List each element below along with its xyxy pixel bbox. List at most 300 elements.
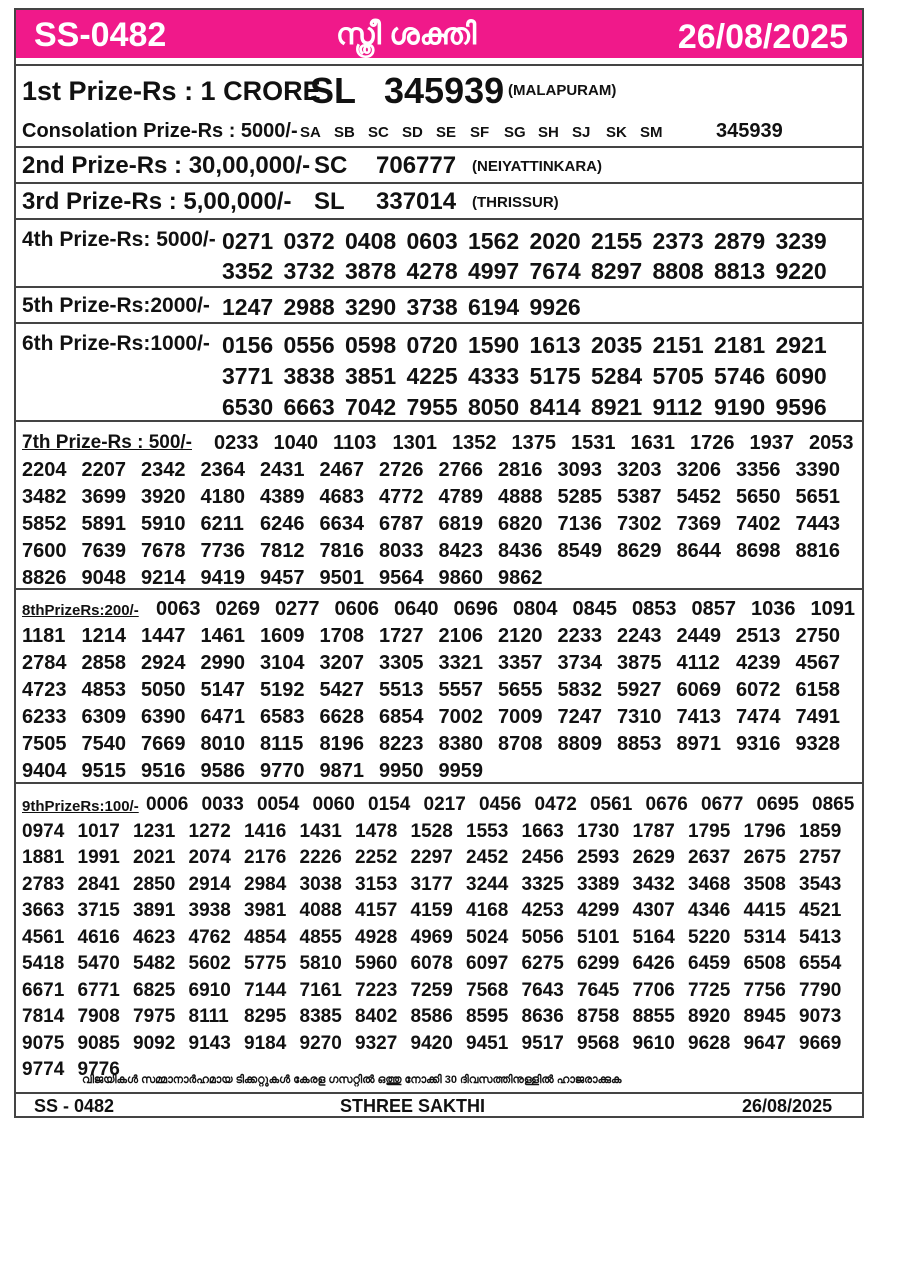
- prize-number: 6211: [200, 513, 244, 535]
- second-prize-label: 2nd Prize-Rs : 30,00,000/-: [22, 152, 311, 179]
- prize-number: 3663: [22, 900, 65, 921]
- prize-number: 1017: [77, 820, 120, 842]
- prize-number: 1531: [571, 432, 616, 454]
- prize-number: 2181: [714, 332, 766, 358]
- prize-number: 9610: [632, 1032, 675, 1054]
- prize-number: 7706: [632, 979, 675, 1001]
- prize-number: 6390: [141, 706, 186, 728]
- prize-number: 7975: [133, 1006, 176, 1027]
- prize-number: 6819: [438, 513, 483, 535]
- prize-number: 3715: [77, 900, 120, 921]
- prize-number: 1787: [632, 820, 675, 842]
- footer-code: SS - 0482: [34, 1096, 115, 1116]
- prize-number: 9517: [521, 1032, 564, 1054]
- prize-number: 3305: [379, 652, 424, 674]
- prize-number: 5147: [200, 679, 245, 701]
- prize-number: 3734: [557, 652, 602, 674]
- third-prize-series: SL: [314, 188, 345, 215]
- prize-number: 5650: [736, 486, 781, 508]
- prize-number: 6663: [283, 394, 335, 420]
- prize-number: 5651: [795, 486, 840, 508]
- prize-number: 7568: [466, 979, 509, 1001]
- prize-number: 3468: [688, 873, 731, 895]
- prize-number: 2226: [299, 847, 342, 868]
- prize-number: 6910: [188, 979, 231, 1001]
- prize-number: 4225: [406, 363, 458, 389]
- prize-number: 1375: [511, 432, 556, 454]
- prize-number: 4157: [355, 900, 398, 921]
- prize-number: 8708: [498, 733, 543, 755]
- claim-notice: വിജയികൾ സമ്മാനാർഹമായ ടിക്കറ്റുകൾ കേരള ഗസറ്റിൽ ഒത്തു നോക്കി 30 ദിവസത്തിനുള്ളിൽ ഹാജരാക്കുക: [82, 1074, 622, 1086]
- prize-number: 5285: [557, 486, 602, 508]
- prize-number: 2593: [577, 847, 620, 868]
- prize-number: 2342: [141, 459, 186, 481]
- prize-number: 3153: [355, 873, 398, 895]
- prize-number: 4561: [22, 926, 65, 948]
- header-bar: [16, 10, 862, 58]
- prize-number: 8586: [410, 1006, 453, 1027]
- prize-number: 8945: [743, 1006, 786, 1027]
- prize-number: 2373: [652, 228, 704, 254]
- consolation-series-code: SC: [368, 124, 389, 141]
- prize-number: 5852: [22, 513, 67, 535]
- prize-number: 6233: [22, 706, 67, 728]
- prize-number: 0456: [479, 794, 522, 815]
- prize-number: 3543: [799, 873, 842, 895]
- prize-number: 8436: [498, 540, 543, 562]
- prize-number: 0277: [275, 598, 320, 620]
- prize-number: 8297: [591, 258, 643, 284]
- prize-number: 2766: [438, 459, 483, 481]
- prize-number: 5314: [743, 926, 786, 948]
- prize-number: 1103: [333, 432, 377, 454]
- prize-number: 6194: [468, 294, 520, 320]
- prize-number: 3325: [521, 873, 564, 895]
- prize-number: 7639: [81, 540, 126, 562]
- prize-number: 3352: [222, 258, 274, 284]
- prize-number: 7259: [410, 979, 453, 1001]
- prize-number: 8402: [355, 1006, 398, 1027]
- prize-number: 0720: [406, 332, 458, 358]
- prize-number: 1528: [410, 820, 453, 842]
- prize-number: 0054: [257, 794, 300, 815]
- prize-number: 3244: [466, 873, 509, 895]
- prize-number: 9184: [244, 1032, 287, 1054]
- prize-number: 7814: [22, 1006, 65, 1027]
- prize-number: 4854: [244, 926, 287, 948]
- prize-number: 1796: [743, 820, 786, 842]
- prize-number: 6309: [81, 706, 126, 728]
- prize-number: 1214: [81, 625, 126, 647]
- prize-number: 2297: [410, 847, 453, 868]
- prize-number: 5192: [260, 679, 305, 701]
- prize-number: 0269: [215, 598, 260, 620]
- prize-number: 9092: [133, 1032, 176, 1054]
- prize-number: 1590: [468, 332, 520, 358]
- prize-number: 7908: [77, 1006, 120, 1027]
- prize-number: 7136: [557, 513, 602, 535]
- prize-number: 2120: [498, 625, 543, 647]
- prize-number: 2151: [652, 332, 704, 358]
- prize-number: 6471: [200, 706, 245, 728]
- prize-number: 6554: [799, 953, 842, 974]
- prize-number: 5387: [617, 486, 662, 508]
- first-prize-section: [16, 64, 862, 146]
- prize-number: 7736: [200, 540, 245, 562]
- prize-number: 9085: [77, 1032, 120, 1054]
- prize-number: 3321: [438, 652, 483, 674]
- prize-number: 3177: [410, 873, 453, 895]
- consolation-series-code: SD: [402, 124, 423, 141]
- prize-number: 4997: [468, 258, 520, 284]
- prize-number: 6459: [688, 953, 731, 974]
- prize-number: 9316: [736, 733, 781, 755]
- footer-date: 26/08/2025: [742, 1096, 833, 1116]
- prize-number: 2106: [438, 625, 483, 647]
- seventh-prize-label: 7th Prize-Rs : 500/-: [22, 432, 192, 453]
- prize-number: 2675: [743, 847, 786, 868]
- prize-number: 2035: [591, 332, 643, 358]
- prize-number: 3093: [557, 459, 602, 481]
- sixth-prize-label: 6th Prize-Rs:1000/-: [22, 332, 210, 355]
- prize-number: 5927: [617, 679, 662, 701]
- prize-number: 1562: [468, 228, 520, 254]
- prize-number: 3482: [22, 486, 67, 508]
- prize-number: 0561: [590, 794, 633, 815]
- draw-code: SS-0482: [34, 16, 167, 54]
- second-prize-place: (NEIYATTINKARA): [472, 158, 602, 175]
- prize-number: 3938: [188, 900, 231, 921]
- prize-number: 3206: [676, 459, 721, 481]
- prize-number: 1613: [529, 332, 581, 358]
- consolation-series-code: SA: [300, 124, 321, 141]
- prize-number: 3104: [260, 652, 305, 674]
- prize-number: 4772: [379, 486, 424, 508]
- prize-number: 9457: [260, 567, 305, 589]
- prize-number: 6299: [577, 953, 620, 974]
- prize-number: 3432: [632, 873, 675, 895]
- prize-number: 9516: [141, 760, 186, 782]
- second-prize-number: 706777: [376, 152, 457, 179]
- prize-number: 2988: [283, 294, 335, 320]
- prize-number: 9419: [200, 567, 245, 589]
- prize-number: 4853: [81, 679, 126, 701]
- prize-number: 8698: [736, 540, 781, 562]
- prize-number: 7042: [345, 394, 397, 420]
- prize-number: 6771: [77, 979, 120, 1001]
- prize-number: 9327: [355, 1032, 398, 1054]
- prize-number: 9862: [498, 567, 543, 589]
- prize-number: 7443: [795, 513, 840, 535]
- prize-number: 8196: [319, 733, 364, 755]
- prize-number: 4623: [133, 926, 176, 948]
- prize-number: 4180: [200, 486, 245, 508]
- prize-number: 0640: [394, 598, 439, 620]
- consolation-series-code: SM: [640, 124, 663, 141]
- prize-number: 6275: [521, 953, 564, 974]
- prize-number: 1795: [688, 820, 731, 842]
- prize-number: 0845: [572, 598, 617, 620]
- prize-number: 2990: [200, 652, 245, 674]
- prize-number: 8111: [188, 1006, 229, 1027]
- prize-number: 2629: [632, 847, 675, 868]
- first-prize-number: 345939: [384, 70, 505, 111]
- prize-number: 2921: [775, 332, 827, 358]
- prize-number: 7600: [22, 540, 67, 562]
- prize-number: 9586: [200, 760, 245, 782]
- prize-number: 3357: [498, 652, 543, 674]
- prize-number: 9501: [319, 567, 364, 589]
- consolation-number: 345939: [716, 120, 783, 142]
- prize-number: 9647: [743, 1032, 786, 1054]
- prize-number: 5910: [141, 513, 186, 535]
- prize-number: 0233: [214, 432, 259, 454]
- prize-number: 0857: [691, 598, 736, 620]
- prize-number: 7955: [406, 394, 458, 420]
- prize-number: 1553: [466, 820, 509, 842]
- prize-number: 5775: [244, 953, 287, 974]
- prize-number: 3389: [577, 873, 620, 895]
- prize-number: 5705: [652, 363, 704, 389]
- prize-number: 2984: [244, 873, 287, 895]
- prize-number: 4888: [498, 486, 543, 508]
- prize-number: 6078: [410, 953, 453, 974]
- prize-number: 3239: [775, 228, 827, 254]
- prize-number: 0677: [701, 794, 744, 815]
- prize-number: 7144: [244, 979, 287, 1001]
- prize-number: 6634: [319, 513, 364, 535]
- prize-number: 2850: [133, 873, 176, 895]
- prize-number: 3981: [244, 900, 287, 921]
- prize-number: 0974: [22, 820, 65, 842]
- prize-number: 1247: [222, 294, 274, 320]
- prize-number: 2452: [466, 847, 509, 868]
- prize-number: 9774: [22, 1059, 65, 1080]
- prize-number: 9073: [799, 1006, 842, 1027]
- prize-number: 5655: [498, 679, 543, 701]
- prize-number: 0696: [453, 598, 498, 620]
- prize-number: 5056: [521, 926, 564, 948]
- prize-number: 7402: [736, 513, 781, 535]
- prize-number: 0217: [423, 794, 466, 815]
- fifth-prize-label: 5th Prize-Rs:2000/-: [22, 294, 210, 317]
- prize-number: 3699: [81, 486, 126, 508]
- prize-number: 0853: [632, 598, 677, 620]
- prize-number: 7790: [799, 979, 842, 1001]
- prize-number: 9404: [22, 760, 67, 782]
- prize-number: 1416: [244, 820, 287, 842]
- prize-number: 4723: [22, 679, 67, 701]
- prize-number: 8644: [676, 540, 721, 562]
- prize-number: 0060: [312, 794, 355, 815]
- footer-bar: [16, 1092, 862, 1116]
- consolation-series-code: SK: [606, 124, 627, 141]
- prize-number: 7645: [577, 979, 620, 1001]
- prize-number: 8295: [244, 1006, 287, 1027]
- prize-number: 9628: [688, 1032, 731, 1054]
- prize-number: 2176: [244, 847, 287, 868]
- prize-number: 2364: [200, 459, 245, 481]
- prize-number: 7669: [141, 733, 186, 755]
- prize-number: 4928: [355, 926, 398, 948]
- prize-number: 8115: [260, 733, 304, 755]
- sixth-prize-section: [16, 322, 862, 420]
- prize-number: 0695: [756, 794, 799, 815]
- prize-number: 1272: [188, 820, 231, 842]
- prize-number: 7009: [498, 706, 543, 728]
- prize-number: 7413: [676, 706, 721, 728]
- prize-number: 4762: [188, 926, 231, 948]
- prize-number: 0676: [645, 794, 688, 815]
- prize-number: 8414: [529, 394, 581, 420]
- prize-number: 3290: [345, 294, 397, 320]
- first-prize-label: 1st Prize-Rs : 1 CRORE: [22, 76, 321, 106]
- prize-number: 5284: [591, 363, 643, 389]
- prize-number: 8423: [438, 540, 483, 562]
- prize-number: 1726: [690, 432, 735, 454]
- prize-number: 8385: [299, 1006, 342, 1027]
- prize-number: 2841: [77, 873, 120, 895]
- prize-number: 1478: [355, 820, 398, 842]
- prize-number: 7816: [319, 540, 364, 562]
- prize-number: 2879: [714, 228, 766, 254]
- prize-number: 1730: [577, 820, 620, 842]
- prize-number: 7302: [617, 513, 662, 535]
- prize-number: 0372: [283, 228, 335, 254]
- prize-number: 5810: [299, 953, 342, 974]
- prize-number: 9776: [77, 1059, 120, 1080]
- prize-number: 2637: [688, 847, 731, 868]
- prize-number: 8826: [22, 567, 67, 589]
- prize-number: 1036: [751, 598, 796, 620]
- prize-number: 8010: [200, 733, 245, 755]
- prize-number: 2750: [795, 625, 840, 647]
- prize-number: 9860: [438, 567, 483, 589]
- prize-number: 0865: [812, 794, 855, 815]
- prize-number: 5427: [319, 679, 364, 701]
- prize-number: 9075: [22, 1032, 65, 1054]
- prize-number: 0556: [283, 332, 335, 358]
- prize-number: 2020: [529, 228, 581, 254]
- prize-number: 2924: [141, 652, 186, 674]
- prize-number: 9220: [775, 258, 827, 284]
- prize-number: 7505: [22, 733, 67, 755]
- prize-number: 3038: [299, 873, 342, 895]
- prize-number: 1859: [799, 820, 842, 842]
- prize-number: 5413: [799, 926, 842, 948]
- second-prize-series: SC: [314, 152, 348, 179]
- prize-number: 7674: [529, 258, 581, 284]
- prize-number: 3920: [141, 486, 186, 508]
- prize-number: 7310: [617, 706, 662, 728]
- prize-number: 8758: [577, 1006, 620, 1027]
- prize-number: 4168: [466, 900, 509, 921]
- prize-number: 7161: [299, 979, 342, 1001]
- prize-number: 3851: [345, 363, 397, 389]
- prize-number: 2783: [22, 873, 65, 895]
- prize-number: 6246: [260, 513, 305, 535]
- prize-number: 5513: [379, 679, 424, 701]
- prize-number: 0156: [222, 332, 274, 358]
- prize-number: 6825: [133, 979, 176, 1001]
- prize-number: 1991: [77, 847, 120, 868]
- prize-number: 3203: [617, 459, 662, 481]
- first-prize-place: (MALAPURAM): [508, 82, 617, 99]
- prize-number: 4299: [577, 900, 620, 921]
- prize-number: 6671: [22, 979, 65, 1001]
- prize-number: 8033: [379, 540, 424, 562]
- prize-number: 3771: [222, 363, 274, 389]
- prize-number: 2816: [498, 459, 543, 481]
- prize-number: 5101: [577, 926, 620, 948]
- prize-number: 8813: [714, 258, 766, 284]
- prize-number: 6158: [795, 679, 840, 701]
- prize-number: 4855: [299, 926, 342, 948]
- prize-number: 4088: [299, 900, 342, 921]
- prize-number: 1461: [200, 625, 245, 647]
- prize-number: 3838: [283, 363, 335, 389]
- prize-number: 1631: [630, 432, 675, 454]
- prize-number: 4789: [438, 486, 483, 508]
- prize-number: 2053: [809, 432, 854, 454]
- prize-number: 5891: [81, 513, 126, 535]
- prize-number: 3390: [795, 459, 840, 481]
- prize-number: 4112: [676, 652, 720, 674]
- fifth-prize-section: [16, 286, 862, 322]
- prize-number: 0033: [201, 794, 244, 815]
- prize-number: 9926: [529, 294, 581, 320]
- prize-number: 7643: [521, 979, 564, 1001]
- prize-number: 4346: [688, 900, 731, 921]
- prize-number: 6820: [498, 513, 543, 535]
- prize-number: 2233: [557, 625, 602, 647]
- prize-number: 5746: [714, 363, 766, 389]
- prize-number: 2914: [188, 873, 231, 895]
- prize-number: 0408: [345, 228, 397, 254]
- prize-number: 8853: [617, 733, 662, 755]
- prize-number: 5175: [529, 363, 581, 389]
- lottery-title: സ്ത്രീ ശക്തി: [336, 18, 477, 51]
- prize-number: 8380: [438, 733, 483, 755]
- prize-number: 4307: [632, 900, 675, 921]
- prize-number: 3738: [406, 294, 458, 320]
- prize-number: 7491: [795, 706, 840, 728]
- prize-number: 2207: [81, 459, 126, 481]
- prize-number: 4253: [521, 900, 564, 921]
- prize-number: 9451: [466, 1032, 509, 1054]
- prize-number: 2252: [355, 847, 398, 868]
- prize-number: 1447: [141, 625, 186, 647]
- prize-number: 3207: [319, 652, 364, 674]
- prize-number: 7756: [743, 979, 786, 1001]
- prize-number: 8855: [632, 1006, 675, 1027]
- prize-number: 7369: [676, 513, 721, 535]
- prize-number: 8971: [676, 733, 721, 755]
- prize-number: 2513: [736, 625, 781, 647]
- third-prize-number: 337014: [376, 188, 457, 215]
- prize-number: 3891: [133, 900, 176, 921]
- prize-number: 1881: [22, 847, 65, 868]
- prize-number: 9048: [81, 567, 126, 589]
- prize-number: 7812: [260, 540, 305, 562]
- prize-number: 9214: [141, 567, 186, 589]
- prize-number: 5602: [188, 953, 231, 974]
- consolation-series-code: SF: [470, 124, 490, 141]
- prize-number: 9950: [379, 760, 424, 782]
- consolation-series-code: SJ: [572, 124, 591, 141]
- eighth-prize-section: [16, 588, 862, 782]
- prize-number: 7247: [557, 706, 602, 728]
